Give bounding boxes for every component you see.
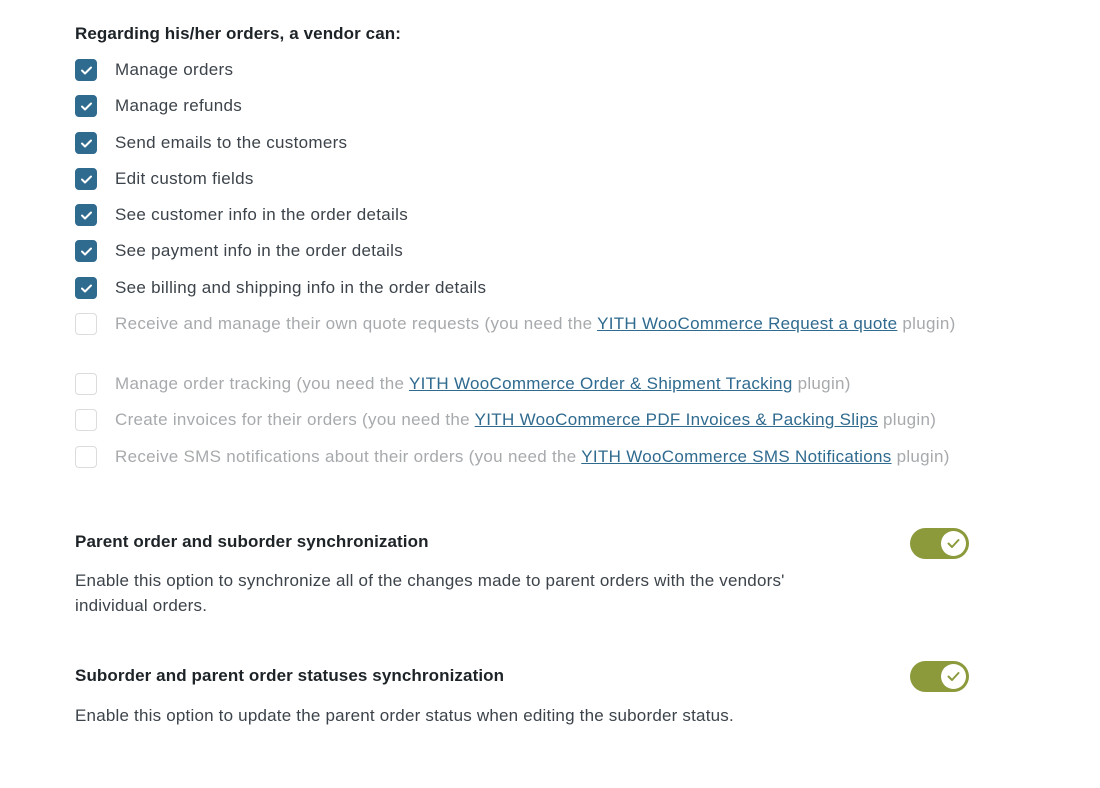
option-order-tracking [75,371,975,396]
checkbox-quote-requests [75,313,97,335]
option-label: Send emails to the customers [115,133,348,152]
sync-status-description: Enable this option to update the parent order status when editing the suborder status. [75,706,734,725]
checkbox-sms-notifications [75,446,97,468]
plugin-link-order-tracking[interactable]: YITH WooCommerce Order & Shipment Tracking [409,374,793,393]
option-manage-orders[interactable] [75,57,975,82]
sync-parent-description: Enable this option to synchronize all of the changes made to parent orders with the vendors' individual orders. [75,571,785,615]
option-payment-info[interactable] [75,238,975,263]
option-label: Receive SMS notifications about their orders (you need the YITH WooCommerce SMS Notifications plugin) [115,447,950,466]
option-label: See payment info in the order details [115,241,403,260]
checkbox-billing-shipping-info[interactable] [75,277,97,299]
checkbox-payment-info[interactable] [75,240,97,262]
option-edit-custom-fields[interactable] [75,166,975,191]
option-invoices [75,407,975,432]
sync-status-title: Suborder and parent order statuses synchronization [75,666,505,685]
option-label: Create invoices for their orders (you need the YITH WooCommerce PDF Invoices & Packing Slips plugin) [115,410,937,429]
sync-parent-toggle[interactable] [910,528,969,559]
checkbox-manage-orders[interactable] [75,59,97,81]
option-billing-shipping-info[interactable] [75,275,975,300]
option-label: Manage order tracking (you need the YITH WooCommerce Order & Shipment Tracking plugin) [115,374,851,393]
toggle-knob [941,664,966,689]
toggle-knob [941,531,966,556]
option-customer-info[interactable] [75,202,975,227]
checkbox-edit-custom-fields[interactable] [75,168,97,190]
plugin-link-request-quote[interactable]: YITH WooCommerce Request a quote [597,314,898,333]
check-icon [81,284,92,293]
checkbox-manage-refunds[interactable] [75,95,97,117]
plugin-link-pdf-invoices[interactable]: YITH WooCommerce PDF Invoices & Packing Slips [474,410,879,429]
sync-status-toggle[interactable] [910,661,969,692]
check-icon [947,671,960,682]
check-icon [81,139,92,148]
checkbox-order-tracking [75,373,97,395]
option-label: See customer info in the order details [115,205,408,224]
option-label: Receive and manage their own quote requests (you need the YITH WooCommerce Request a quote plugin) [115,314,956,333]
check-icon [81,66,92,75]
checkbox-invoices [75,409,97,431]
option-label: Edit custom fields [115,169,254,188]
check-icon [81,102,92,111]
checkbox-customer-info[interactable] [75,204,97,226]
checkbox-send-emails[interactable] [75,132,97,154]
option-quote-requests [75,311,975,336]
orders-permissions-heading: Regarding his/her orders, a vendor can: [75,24,402,43]
option-label: Manage orders [115,60,234,79]
option-manage-refunds[interactable] [75,93,975,118]
option-send-emails[interactable] [75,130,975,155]
option-label: Manage refunds [115,96,243,115]
option-sms-notifications [75,444,975,469]
check-icon [947,538,960,549]
sync-parent-title: Parent order and suborder synchronization [75,532,429,551]
check-icon [81,211,92,220]
option-label: See billing and shipping info in the order details [115,278,487,297]
check-icon [81,175,92,184]
plugin-link-sms-notifications[interactable]: YITH WooCommerce SMS Notifications [581,447,892,466]
check-icon [81,247,92,256]
